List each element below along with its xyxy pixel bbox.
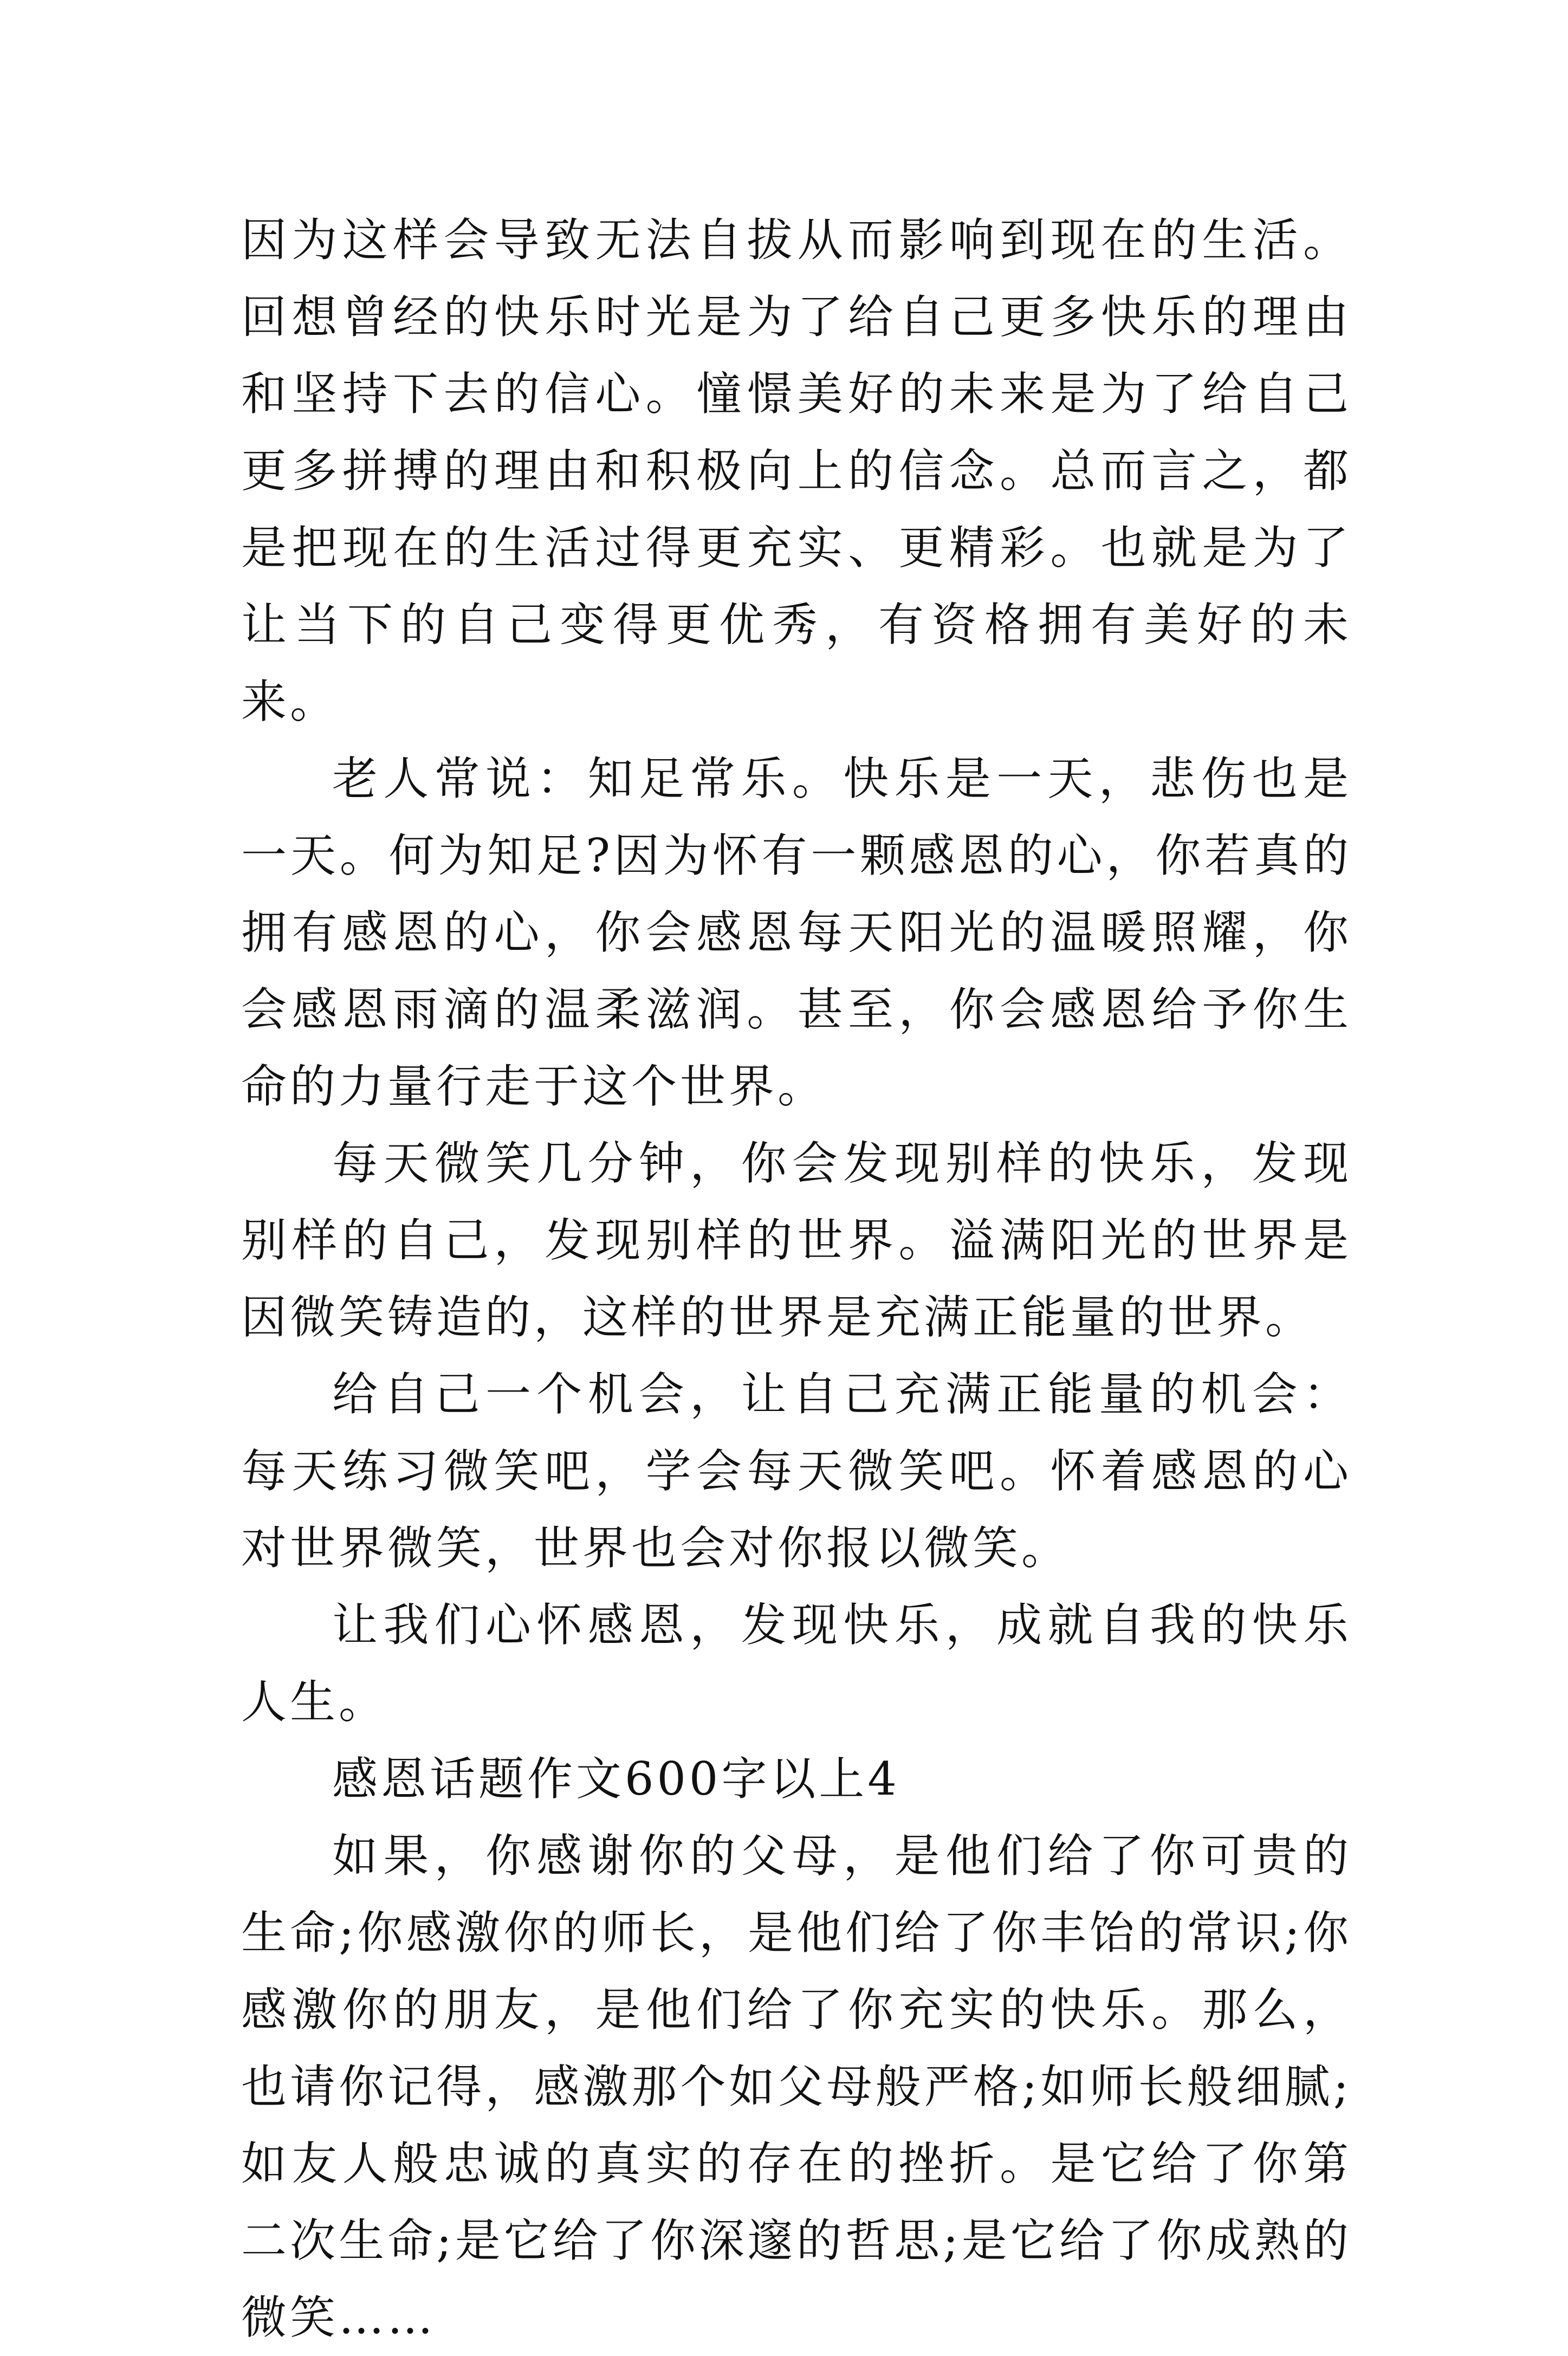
paragraph-1: 因为这样会导致无法自拔从而影响到现在的生活。回想曾经的快乐时光是为了给自己更多快乐的理由和坚持下去的信心。憧憬美好的未来是为了给自己更多拼搏的理由和积极向上的信念。总而言之，都是把现在的生活过得更充实、更精彩。也就是为了让当下的自己变得更优秀，有资格拥有美好的未来。 — [241, 213, 1352, 728]
paragraph-4: 给自己一个机会，让自己充满正能量的机会：每天练习微笑吧，学会每天微笑吧。怀着感恩的心对世界微笑，世界也会对你报以微笑。 — [241, 1368, 1352, 1575]
document-page — [241, 202, 1352, 2356]
paragraph-6: 如果，你感谢你的父母，是他们给了你可贵的生命;你感激你的师长，是他们给了你丰饴的常识;你感激你的朋友，是他们给了你充实的快乐。那么，也请你记得，感激那个如父母般严格;如师长般细腻;如友人般忠诚的真实的存在的挫折。是它给了你第二次生命;是它给了你深邃的哲思;是它给了你成熟的微笑…… — [241, 1829, 1352, 2344]
section-heading: 感恩话题作文600字以上4 — [332, 1752, 900, 1805]
paragraph-5: 让我们心怀感恩，发现快乐，成就自我的快乐人生。 — [241, 1598, 1352, 1729]
paragraph-3: 每天微笑几分钟，你会发现别样的快乐，发现别样的自己，发现别样的世界。溢满阳光的世界是因微笑铸造的，这样的世界是充满正能量的世界。 — [241, 1137, 1352, 1344]
paragraph-2: 老人常说：知足常乐。快乐是一天，悲伤也是一天。何为知足?因为怀有一颗感恩的心，你若真的拥有感恩的心，你会感恩每天阳光的温暖照耀，你会感恩雨滴的温柔滋润。甚至，你会感恩给予你生命的力量行走于这个世界。 — [241, 752, 1352, 1113]
